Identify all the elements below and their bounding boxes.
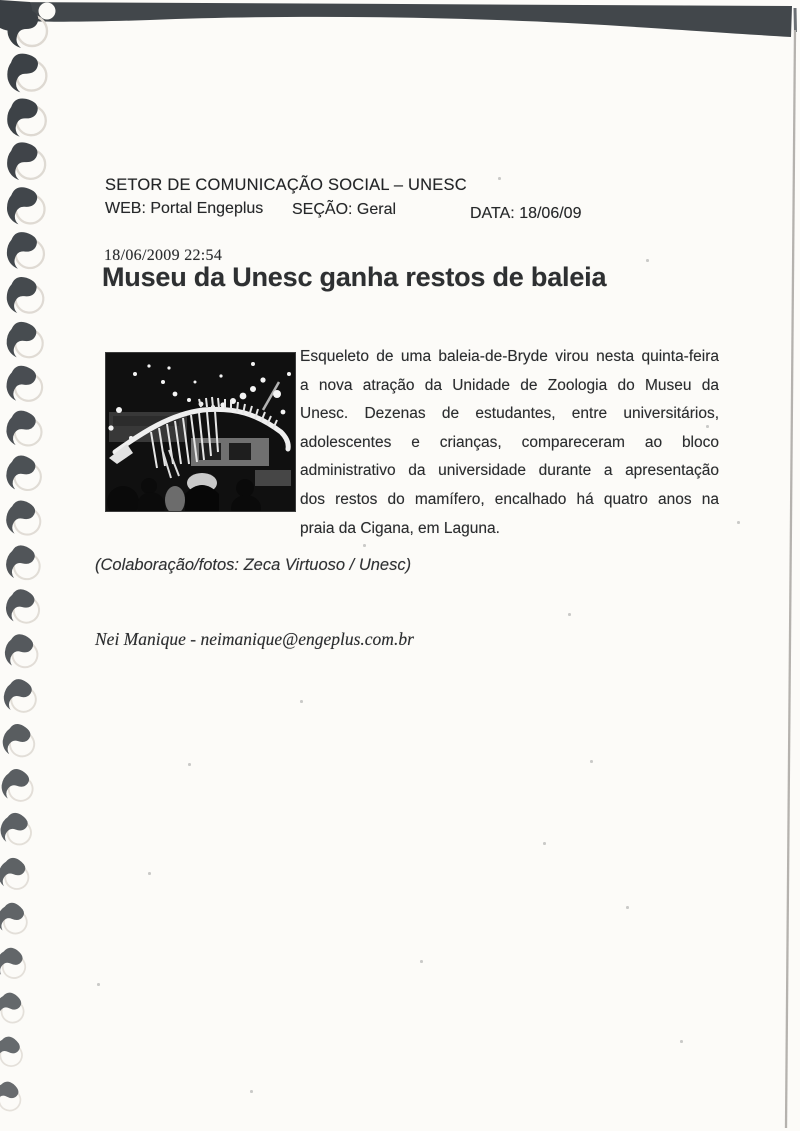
header-section: SEÇÃO: Geral — [292, 201, 397, 218]
page-edge-top-segment — [795, 8, 796, 32]
spiral-hole-icon — [0, 1029, 31, 1074]
article-title: Museu da Unesc ganha restos de baleia — [102, 262, 607, 292]
spiral-hole-icon — [0, 448, 47, 496]
scan-top-edge-artifact — [0, 0, 800, 42]
body-line: administrativo da universidade durante a apresentação — [300, 462, 719, 480]
spiral-binding — [0, 0, 64, 1131]
spiral-hole-icon — [0, 359, 48, 407]
spiral-hole-icon — [0, 582, 46, 630]
spiral-hole-icon — [0, 984, 33, 1029]
scan-speck — [420, 960, 423, 963]
spiral-hole-icon — [2, 93, 49, 140]
spiral-hole-icon — [0, 850, 37, 896]
scan-band-shape — [0, 2, 792, 37]
header-row — [105, 200, 685, 224]
header-web: WEB: Portal Engeplus — [105, 200, 264, 217]
body-line: praia da Cigana, em Laguna. — [300, 519, 500, 537]
header-department: SETOR DE COMUNICAÇÃO SOCIAL – UNESC — [105, 176, 467, 194]
spiral-hole-icon — [0, 760, 40, 807]
scan-speck — [148, 872, 151, 875]
article-body — [300, 343, 719, 543]
body-line: dos restos do mamífero, encalhado há quatro anos na — [300, 490, 719, 508]
spiral-hole-icon — [0, 894, 36, 940]
scan-speck — [188, 763, 191, 766]
scan-speck — [590, 760, 593, 763]
article-timestamp: 18/06/2009 22:54 — [104, 247, 223, 264]
spiral-hole-icon — [0, 315, 48, 363]
body-line: adolescentes e crianças, compareceram ao bloco — [300, 433, 719, 451]
spiral-hole-icon — [3, 48, 49, 94]
scan-speck — [737, 521, 740, 524]
body-line: a nova atração da Unidade de Zoologia do Museu da — [300, 376, 719, 394]
spiral-hole-icon — [0, 939, 34, 985]
spiral-hole-icon — [3, 4, 49, 50]
scan-speck — [680, 1040, 683, 1043]
spiral-hole-icon — [0, 270, 48, 318]
spiral-hole-icon — [0, 404, 48, 452]
header-block — [105, 176, 685, 224]
spiral-hole-icon — [0, 493, 47, 541]
page-edge-line — [786, 30, 795, 1128]
author-byline: Nei Manique - neimanique@engeplus.com.br — [95, 629, 414, 649]
body-line: Unesc. Dezenas de estudantes, entre universitários, — [300, 405, 719, 423]
scan-speck — [250, 1090, 253, 1093]
scan-speck — [300, 700, 303, 703]
body-line: Esqueleto de uma baleia-de-Bryde virou nesta quinta-feira — [300, 348, 719, 365]
spiral-hole-icon — [0, 626, 45, 674]
scan-speck — [363, 544, 366, 547]
spiral-hole-icon — [2, 137, 49, 184]
scan-right-edge-artifact — [782, 0, 800, 1131]
scan-speck — [626, 906, 629, 909]
spiral-hole-icon — [0, 671, 43, 719]
photo-credit: (Colaboração/fotos: Zeca Virtuoso / Unesc) — [95, 556, 412, 574]
spiral-hole-icon — [1, 226, 49, 274]
scan-speck — [646, 259, 649, 262]
scan-speck — [97, 983, 100, 986]
header-date: DATA: 18/06/09 — [470, 205, 582, 222]
spiral-hole-icon — [1, 181, 48, 228]
spiral-hole-icon — [0, 537, 47, 585]
whale-skeleton-photo — [105, 352, 296, 512]
spiral-hole-icon — [0, 716, 42, 763]
spiral-hole-icon — [0, 805, 39, 852]
scan-speck — [568, 613, 571, 616]
scan-speck — [543, 842, 546, 845]
spiral-hole-icon — [0, 1073, 30, 1117]
